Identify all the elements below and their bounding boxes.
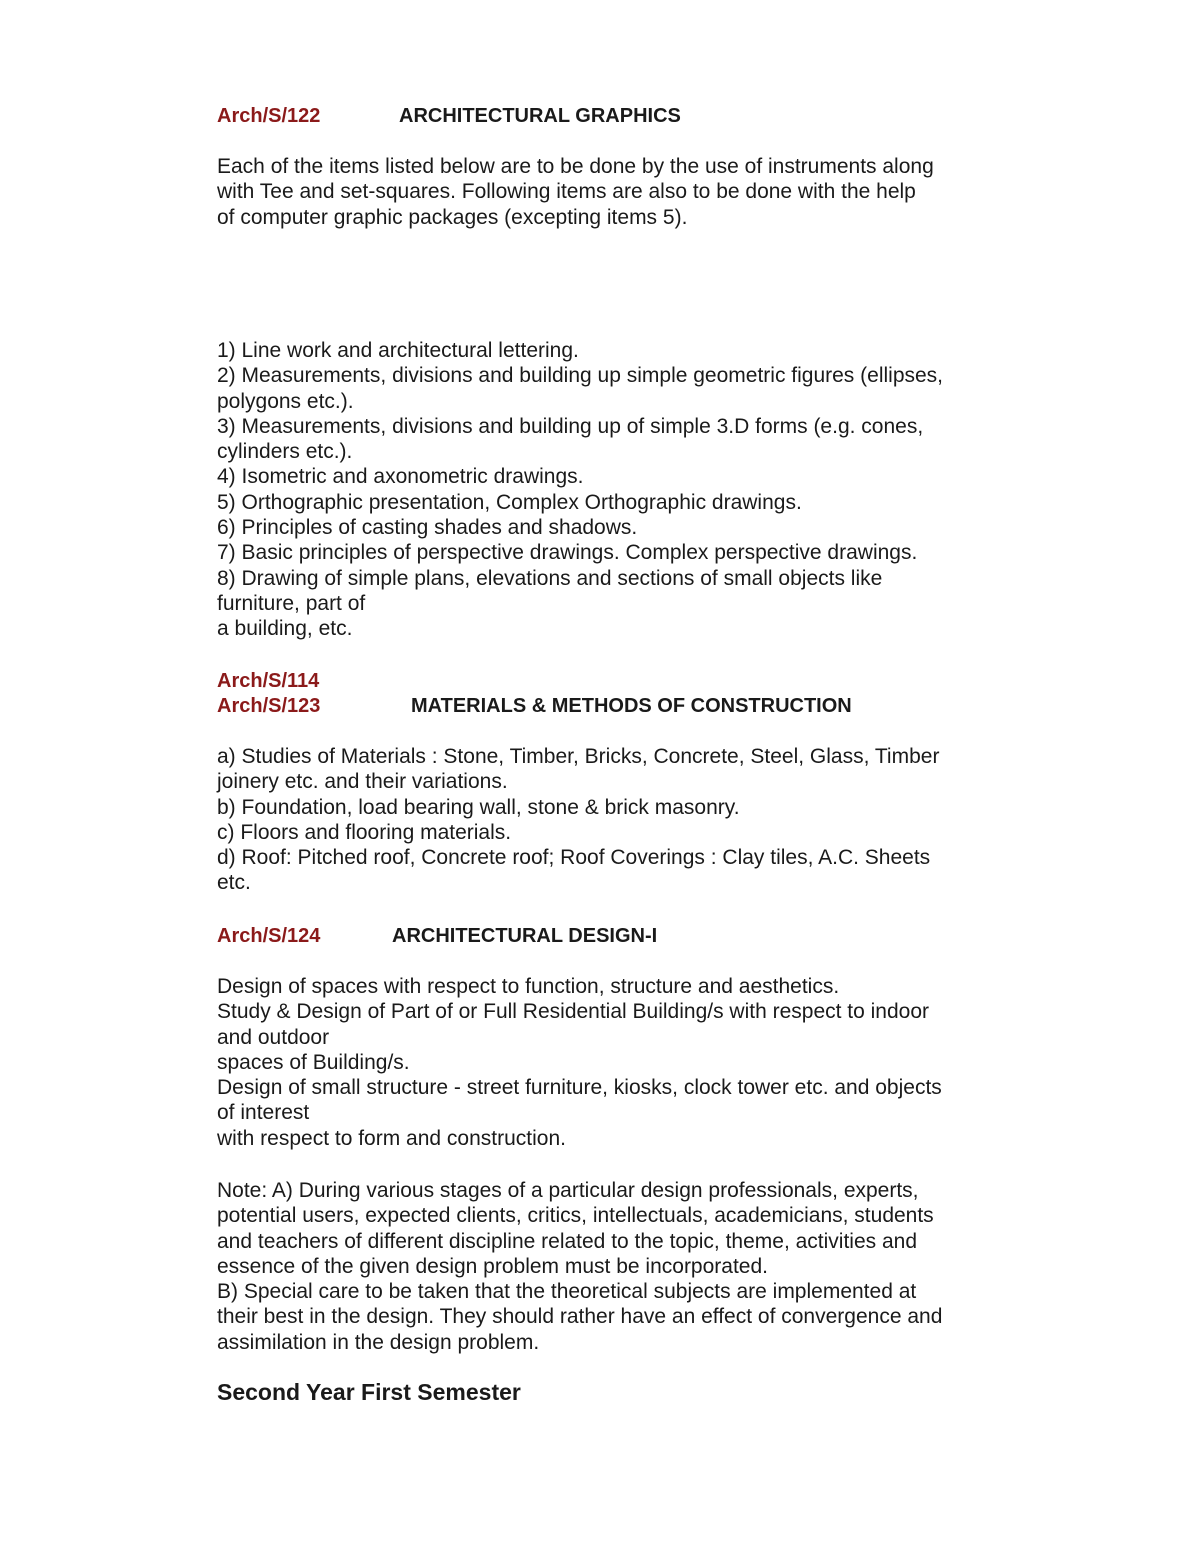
text-line: joinery etc. and their variations. [217, 770, 508, 794]
list-item: furniture, part of [217, 591, 366, 615]
text-line: Study & Design of Part of or Full Residential Building/s with respect to indoor [217, 1000, 930, 1024]
list-item: 1) Line work and architectural lettering. [217, 339, 579, 362]
course-items-list [217, 338, 997, 642]
course-title: ARCHITECTURAL DESIGN-I [392, 925, 658, 947]
text-line: of interest [217, 1101, 310, 1125]
section-heading-design [217, 923, 997, 948]
list-item: 3) Measurements, divisions and building up of simple 3.D forms (e.g. cones, [217, 414, 924, 438]
text-line: with respect to form and construction. [217, 1126, 566, 1150]
text-line: essence of the given design problem must be incorporated. [217, 1254, 768, 1278]
text-line: of computer graphic packages (excepting items 5). [217, 205, 688, 229]
course-code: Arch/S/122 [217, 105, 321, 127]
design-topics [217, 974, 997, 1151]
course-title: MATERIALS & METHODS OF CONSTRUCTION [411, 695, 852, 718]
text-line: etc. [217, 871, 251, 895]
text-line: a) Studies of Materials : Stone, Timber, Bricks, Concrete, Steel, Glass, Timber [217, 745, 940, 768]
section-heading-materials [217, 668, 997, 719]
text-line: c) Floors and flooring materials. [217, 820, 512, 844]
text-line: and teachers of different discipline related to the topic, theme, activities and [217, 1229, 918, 1253]
list-item: 2) Measurements, divisions and building up simple geometric figures (ellipses, [217, 364, 944, 388]
text-line: potential users, expected clients, critics, intellectuals, academicians, students [217, 1204, 934, 1228]
text-line: assimilation in the design problem. [217, 1330, 540, 1354]
list-item: a building, etc. [217, 617, 353, 641]
course-title: ARCHITECTURAL GRAPHICS [399, 105, 681, 127]
text-line: Each of the items listed below are to be done by the use of instruments along [217, 155, 934, 178]
course-code: Arch/S/123 [217, 695, 321, 718]
text-line: d) Roof: Pitched roof, Concrete roof; Roof Coverings : Clay tiles, A.C. Sheets [217, 846, 931, 870]
text-line: Design of small structure - street furniture, kiosks, clock tower etc. and objects [217, 1076, 942, 1100]
list-item: 6) Principles of casting shades and shadows. [217, 516, 638, 540]
text-line: their best in the design. They should rather have an effect of convergence and [217, 1305, 943, 1329]
course-intro [217, 154, 997, 230]
text-line: Design of spaces with respect to function, structure and aesthetics. [217, 975, 840, 998]
section-heading-graphics [217, 103, 997, 128]
text-line: spaces of Building/s. [217, 1050, 410, 1074]
text-line: b) Foundation, load bearing wall, stone & brick masonry. [217, 795, 740, 819]
text-line: B) Special care to be taken that the theoretical subjects are implemented at [217, 1280, 917, 1304]
design-note [217, 1178, 997, 1355]
list-item: cylinders etc.). [217, 440, 353, 464]
text-line: Note: A) During various stages of a particular design professionals, experts, [217, 1179, 919, 1202]
course-code: Arch/S/114 [217, 670, 320, 692]
list-item: polygons etc.). [217, 389, 354, 413]
text-line: with Tee and set-squares. Following items are also to be done with the help [217, 180, 916, 204]
materials-topics [217, 744, 997, 896]
course-code: Arch/S/124 [217, 925, 321, 947]
semester-heading [217, 1380, 997, 1405]
text-line: and outdoor [217, 1025, 330, 1049]
list-item: 8) Drawing of simple plans, elevations and sections of small objects like [217, 566, 883, 590]
list-item: 4) Isometric and axonometric drawings. [217, 465, 584, 489]
semester-heading-text: Second Year First Semester [217, 1379, 521, 1405]
list-item: 7) Basic principles of perspective drawings. Complex perspective drawings. [217, 541, 918, 565]
list-item: 5) Orthographic presentation, Complex Orthographic drawings. [217, 490, 802, 514]
